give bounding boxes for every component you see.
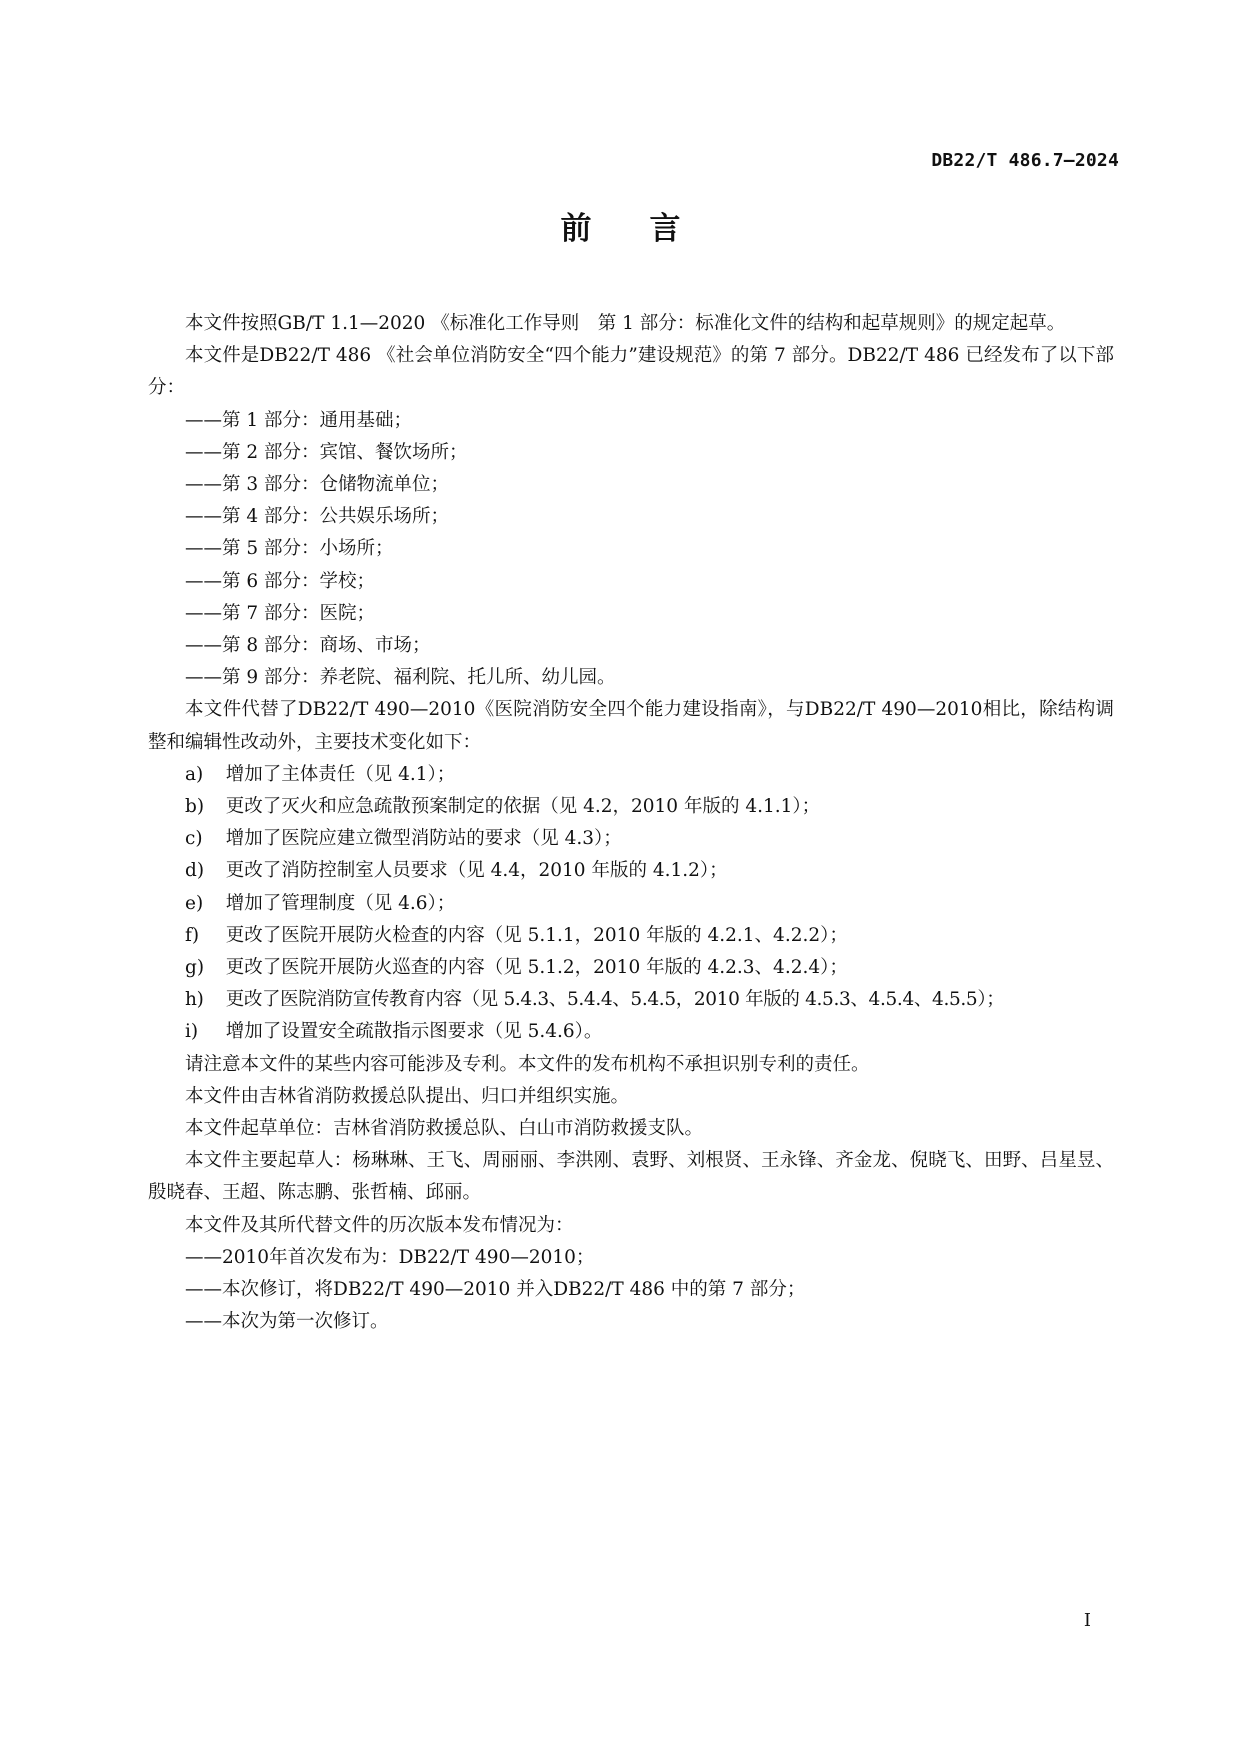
change-letter: h) (185, 989, 204, 1011)
part-list-item: ——第 4 部分：公共娱乐场所； (185, 506, 450, 528)
change-list-item (148, 984, 1114, 1016)
page-number: I (1083, 1610, 1091, 1631)
history-intro: 本文件及其所代替文件的历次版本发布情况为： (185, 1214, 574, 1236)
change-list-item (148, 791, 1114, 823)
change-letter: c) (185, 828, 203, 850)
part-list-item: ——第 7 部分：医院； (185, 602, 376, 624)
change-letter: d) (185, 860, 205, 882)
change-text: 增加了主体责任（见 4.1）； (225, 763, 456, 785)
history-list-item: ——本次修订，将DB22/T 490—2010 并入DB22/T 486 中的第 7 部分； (185, 1279, 806, 1301)
change-text: 更改了医院消防宣传教育内容（见 5.4.3、5.4.4、5.4.5，2010 年版的 4.5.3、4.5.4、4.5.5）； (225, 989, 1005, 1011)
change-letter: a) (185, 763, 204, 785)
part-list-item: ——第 2 部分：宾馆、餐饮场所； (185, 441, 468, 463)
change-letter: b) (185, 796, 205, 818)
change-list-item (148, 855, 1114, 887)
part-list-item: ——第 8 部分：商场、市场； (185, 635, 431, 657)
change-letter: e) (185, 892, 204, 914)
change-list-item (148, 759, 1114, 791)
drafting-basis-paragraph: 本文件按照GB/T 1.1—2020 《标准化工作导则 第 1 部分：标准化文件的结构和起草规则》的规定起草。 (185, 313, 1066, 334)
part-list-item: ——第 3 部分：仓储物流单位； (185, 474, 450, 496)
part-list-item: ——第 9 部分：养老院、福利院、托儿所、幼儿园。 (185, 667, 616, 689)
change-text: 更改了消防控制室人员要求（见 4.4，2010 年版的 4.1.2）； (225, 860, 728, 882)
part-list-item: ——第 6 部分：学校； (185, 570, 376, 592)
change-list-item (148, 952, 1114, 984)
change-text: 更改了医院开展防火巡查的内容（见 5.1.2，2010 年版的 4.2.3、4.2.4）； (225, 957, 848, 979)
drafting-units: 本文件起草单位：吉林省消防救援总队、白山市消防救援支队。 (185, 1118, 704, 1140)
history-list-item: ——2010年首次发布为：DB22/T 490—2010； (185, 1246, 595, 1268)
series-paragraph: 本文件是DB22/T 486 《社会单位消防安全“四个能力”建设规范》的第 7 部分。DB22/T 486 已经发布了以下部分： (148, 345, 1114, 399)
foreword-body (148, 308, 1114, 1339)
change-list-item (148, 1016, 1114, 1048)
change-list-item (148, 920, 1114, 952)
change-list-item (148, 823, 1114, 855)
replacement-paragraph: 本文件代替了DB22/T 490—2010《医院消防安全四个能力建设指南》，与DB22/T 490—2010相比，除结构调整和编辑性改动外，主要技术变化如下： (148, 699, 1114, 753)
history-list-item: ——本次为第一次修订。 (185, 1311, 389, 1333)
change-list-item (148, 888, 1114, 920)
change-text: 更改了医院开展防火检查的内容（见 5.1.1，2010 年版的 4.2.1、4.2.2）； (225, 924, 848, 946)
part-list-item: ——第 1 部分：通用基础； (185, 409, 413, 431)
change-letter: g) (185, 957, 205, 979)
change-letter: i) (185, 1021, 199, 1043)
drafters-list: 本文件主要起草人：杨琳琳、王飞、周丽丽、李洪刚、袁野、刘根贤、王永锋、齐金龙、倪晓飞、田野、吕星昱、殷晓春、王超、陈志鹏、张哲楠、邱丽。 (148, 1150, 1114, 1204)
change-text: 增加了管理制度（见 4.6）； (225, 892, 456, 914)
change-text: 增加了医院应建立微型消防站的要求（见 4.3）； (225, 828, 622, 850)
page-title: 前言 (560, 211, 739, 247)
change-text: 更改了灭火和应急疏散预案制定的依据（见 4.2，2010 年版的 4.1.1）； (225, 796, 821, 818)
part-list-item: ——第 5 部分：小场所； (185, 538, 394, 560)
change-letter: f) (185, 924, 200, 946)
document-code: DB22/T 486.7—2024 (931, 150, 1119, 171)
patent-notice: 请注意本文件的某些内容可能涉及专利。本文件的发布机构不承担识别专利的责任。 (185, 1053, 870, 1075)
change-text: 增加了设置安全疏散指示图要求（见 5.4.6）。 (225, 1021, 603, 1043)
proposer-statement: 本文件由吉林省消防救援总队提出、归口并组织实施。 (185, 1085, 630, 1107)
